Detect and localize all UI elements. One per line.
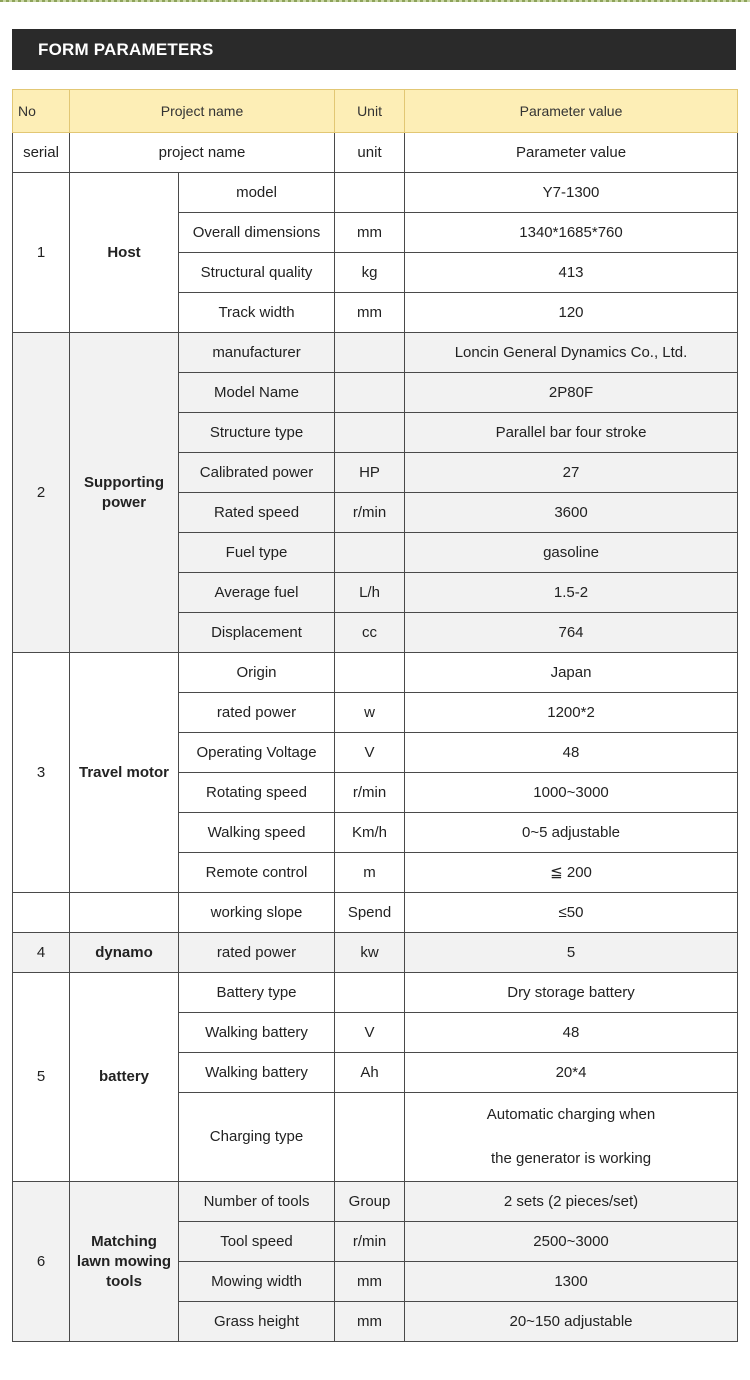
group-label-line: Matching	[91, 1232, 157, 1250]
param-name: Walking battery	[179, 1053, 335, 1093]
group-label-line: power	[101, 493, 147, 511]
param-unit: w	[335, 693, 405, 733]
param-name: Calibrated power	[179, 453, 335, 493]
serial-cell: 4	[13, 933, 70, 973]
param-value: 2 sets (2 pieces/set)	[405, 1182, 738, 1222]
param-name: Grass height	[179, 1302, 335, 1342]
serial-cell: 2	[13, 333, 70, 653]
table-row	[13, 933, 738, 973]
serial-cell: 6	[13, 1182, 70, 1342]
param-value: ≦ 200	[405, 853, 738, 893]
param-name: working slope	[179, 893, 335, 933]
column-header-value: Parameter value	[405, 90, 738, 133]
form-parameters-title: FORM PARAMETERS	[12, 29, 736, 70]
group-cell	[70, 893, 179, 933]
param-unit: Group	[335, 1182, 405, 1222]
param-name: Average fuel	[179, 573, 335, 613]
param-value: Y7-1300	[405, 173, 738, 213]
table-row	[13, 173, 738, 213]
group-label-line: Supporting	[84, 473, 164, 491]
param-unit: Ah	[335, 1053, 405, 1093]
table-subheader-row	[13, 133, 738, 173]
param-value: 2P80F	[405, 373, 738, 413]
param-value: 48	[405, 733, 738, 773]
param-name: Displacement	[179, 613, 335, 653]
param-name: Structural quality	[179, 253, 335, 293]
param-unit: Spend	[335, 893, 405, 933]
serial-cell: 1	[13, 173, 70, 333]
param-name: Track width	[179, 293, 335, 333]
table-row	[13, 653, 738, 693]
param-name: model	[179, 173, 335, 213]
param-value: 2500~3000	[405, 1222, 738, 1262]
param-value: 48	[405, 1013, 738, 1053]
param-value: gasoline	[405, 533, 738, 573]
param-unit: V	[335, 1013, 405, 1053]
param-unit: mm	[335, 293, 405, 333]
param-unit: Km/h	[335, 813, 405, 853]
column-header-no: No	[13, 90, 70, 133]
table-row	[13, 973, 738, 1013]
param-unit	[335, 973, 405, 1013]
param-value: 120	[405, 293, 738, 333]
param-unit: m	[335, 853, 405, 893]
param-unit: mm	[335, 213, 405, 253]
param-name: rated power	[179, 693, 335, 733]
param-name: Fuel type	[179, 533, 335, 573]
param-value	[405, 1093, 738, 1182]
param-value: Loncin General Dynamics Co., Ltd.	[405, 333, 738, 373]
param-name: Mowing width	[179, 1262, 335, 1302]
param-name: Origin	[179, 653, 335, 693]
param-name: rated power	[179, 933, 335, 973]
subheader-value: Parameter value	[405, 133, 738, 173]
value-line: Automatic charging when	[486, 1106, 656, 1123]
group-cell-dynamo: dynamo	[70, 933, 179, 973]
group-cell-battery: battery	[70, 973, 179, 1182]
param-value: 764	[405, 613, 738, 653]
param-value: Dry storage battery	[405, 973, 738, 1013]
param-unit	[335, 333, 405, 373]
serial-cell	[13, 893, 70, 933]
param-name: Structure type	[179, 413, 335, 453]
param-name: manufacturer	[179, 333, 335, 373]
param-value: 27	[405, 453, 738, 493]
group-cell-travel-motor: Travel motor	[70, 653, 179, 893]
param-value: 1340*1685*760	[405, 213, 738, 253]
parameters-table	[12, 89, 738, 1342]
param-unit: kw	[335, 933, 405, 973]
param-unit	[335, 373, 405, 413]
table-row	[13, 1182, 738, 1222]
param-value: 1000~3000	[405, 773, 738, 813]
param-name: Overall dimensions	[179, 213, 335, 253]
param-value: 1.5-2	[405, 573, 738, 613]
param-name: Operating Voltage	[179, 733, 335, 773]
group-cell-mowing-tools	[70, 1182, 179, 1342]
param-name: Rated speed	[179, 493, 335, 533]
param-unit: r/min	[335, 1222, 405, 1262]
param-name: Remote control	[179, 853, 335, 893]
table-row	[13, 893, 738, 933]
param-unit: V	[335, 733, 405, 773]
param-name: Tool speed	[179, 1222, 335, 1262]
param-unit	[335, 653, 405, 693]
param-name: Walking speed	[179, 813, 335, 853]
param-value: 413	[405, 253, 738, 293]
subheader-serial: serial	[13, 133, 70, 173]
param-unit: cc	[335, 613, 405, 653]
param-unit	[335, 533, 405, 573]
param-name: Model Name	[179, 373, 335, 413]
param-unit: r/min	[335, 493, 405, 533]
param-value: Parallel bar four stroke	[405, 413, 738, 453]
param-value: 20~150 adjustable	[405, 1302, 738, 1342]
serial-cell: 5	[13, 973, 70, 1182]
param-value: 0~5 adjustable	[405, 813, 738, 853]
param-unit	[335, 173, 405, 213]
serial-cell: 3	[13, 653, 70, 893]
param-value: 1300	[405, 1262, 738, 1302]
param-unit: r/min	[335, 773, 405, 813]
param-unit: mm	[335, 1262, 405, 1302]
param-name: Number of tools	[179, 1182, 335, 1222]
param-unit	[335, 413, 405, 453]
param-value: 3600	[405, 493, 738, 533]
subheader-unit: unit	[335, 133, 405, 173]
group-label-line: tools	[106, 1272, 142, 1290]
group-label-line: lawn mowing	[76, 1252, 172, 1270]
group-cell-host: Host	[70, 173, 179, 333]
param-unit: HP	[335, 453, 405, 493]
param-name: Battery type	[179, 973, 335, 1013]
param-unit	[335, 1093, 405, 1182]
param-value: ≤50	[405, 893, 738, 933]
param-value: Japan	[405, 653, 738, 693]
group-cell-supporting-power	[70, 333, 179, 653]
param-value: 1200*2	[405, 693, 738, 733]
param-name: Walking battery	[179, 1013, 335, 1053]
table-row	[13, 333, 738, 373]
subheader-project: project name	[70, 133, 335, 173]
column-header-unit: Unit	[335, 90, 405, 133]
param-name: Rotating speed	[179, 773, 335, 813]
param-unit: L/h	[335, 573, 405, 613]
table-header-row	[13, 90, 738, 133]
param-value: 5	[405, 933, 738, 973]
param-name: Charging type	[179, 1093, 335, 1182]
column-header-project: Project name	[70, 90, 335, 133]
param-unit: kg	[335, 253, 405, 293]
param-value: 20*4	[405, 1053, 738, 1093]
value-line: the generator is working	[490, 1150, 652, 1167]
param-unit: mm	[335, 1302, 405, 1342]
top-decorative-strip	[0, 0, 750, 2]
